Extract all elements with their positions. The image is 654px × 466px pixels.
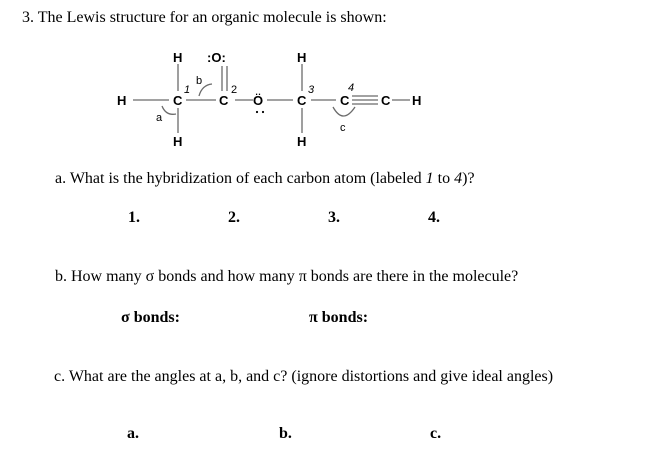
atom-c1-h-bottom: H: [173, 134, 183, 149]
part-a-prompt-n1: 1: [425, 170, 434, 187]
carbon-label-1: 1: [184, 84, 191, 96]
part-b-prompt: b. How many σ bonds and how many π bonds are there in the molecule?: [55, 268, 519, 285]
part-a-answer-2-label: 2.: [228, 209, 240, 226]
atom-o-ester: Ö: [253, 93, 264, 108]
part-a-prompt-n2: 4: [454, 170, 463, 187]
sigma-bonds-label: σ bonds:: [121, 309, 180, 326]
part-a-prompt-mid: to: [433, 170, 455, 187]
part-a-answer-1-label: 1.: [128, 209, 140, 226]
atom-c-terminal: C: [381, 93, 391, 108]
part-c-answer-a-label: a.: [127, 425, 139, 442]
carbon-label-4: 4: [348, 82, 355, 94]
angle-label-b: b: [196, 75, 203, 87]
question-prompt: 3. The Lewis structure for an organic molecule is shown:: [22, 9, 387, 26]
part-a-prompt-prefix: a. What is the hybridization of each carbon atom (labeled: [55, 170, 426, 187]
atom-c4: C: [340, 93, 350, 108]
angle-arc-c: [333, 107, 355, 116]
atom-c1: C: [173, 93, 183, 108]
part-c-answer-b-label: b.: [279, 425, 292, 442]
lone-pair-dot: [256, 111, 258, 113]
part-c-prompt: c. What are the angles at a, b, and c? (ignore distortions and give ideal angles): [54, 368, 554, 385]
part-a-prompt-suffix: )?: [462, 170, 475, 187]
carbon-label-3: 3: [308, 84, 315, 96]
atom-c3-h-top: H: [297, 50, 307, 65]
pi-bonds-label: π bonds:: [309, 309, 369, 326]
atom-o-carbonyl: :O:: [207, 50, 226, 65]
atom-c3: C: [297, 93, 307, 108]
atom-h-right: H: [412, 93, 422, 108]
lewis-structure-diagram: [0, 0, 654, 170]
atom-h-left: H: [117, 93, 127, 108]
lone-pair-dot: [262, 111, 264, 113]
angle-label-c: c: [340, 122, 346, 134]
part-c-answer-c-label: c.: [430, 425, 442, 442]
part-a-prompt: [55, 170, 475, 188]
part-a-answer-4-label: 4.: [428, 209, 440, 226]
part-a-answer-3-label: 3.: [328, 209, 340, 226]
angle-label-a: a: [156, 112, 163, 124]
atom-c1-h-top: H: [173, 50, 183, 65]
atom-c2: C: [219, 93, 229, 108]
atom-c3-h-bottom: H: [297, 134, 307, 149]
carbon-label-2: 2: [231, 84, 238, 96]
